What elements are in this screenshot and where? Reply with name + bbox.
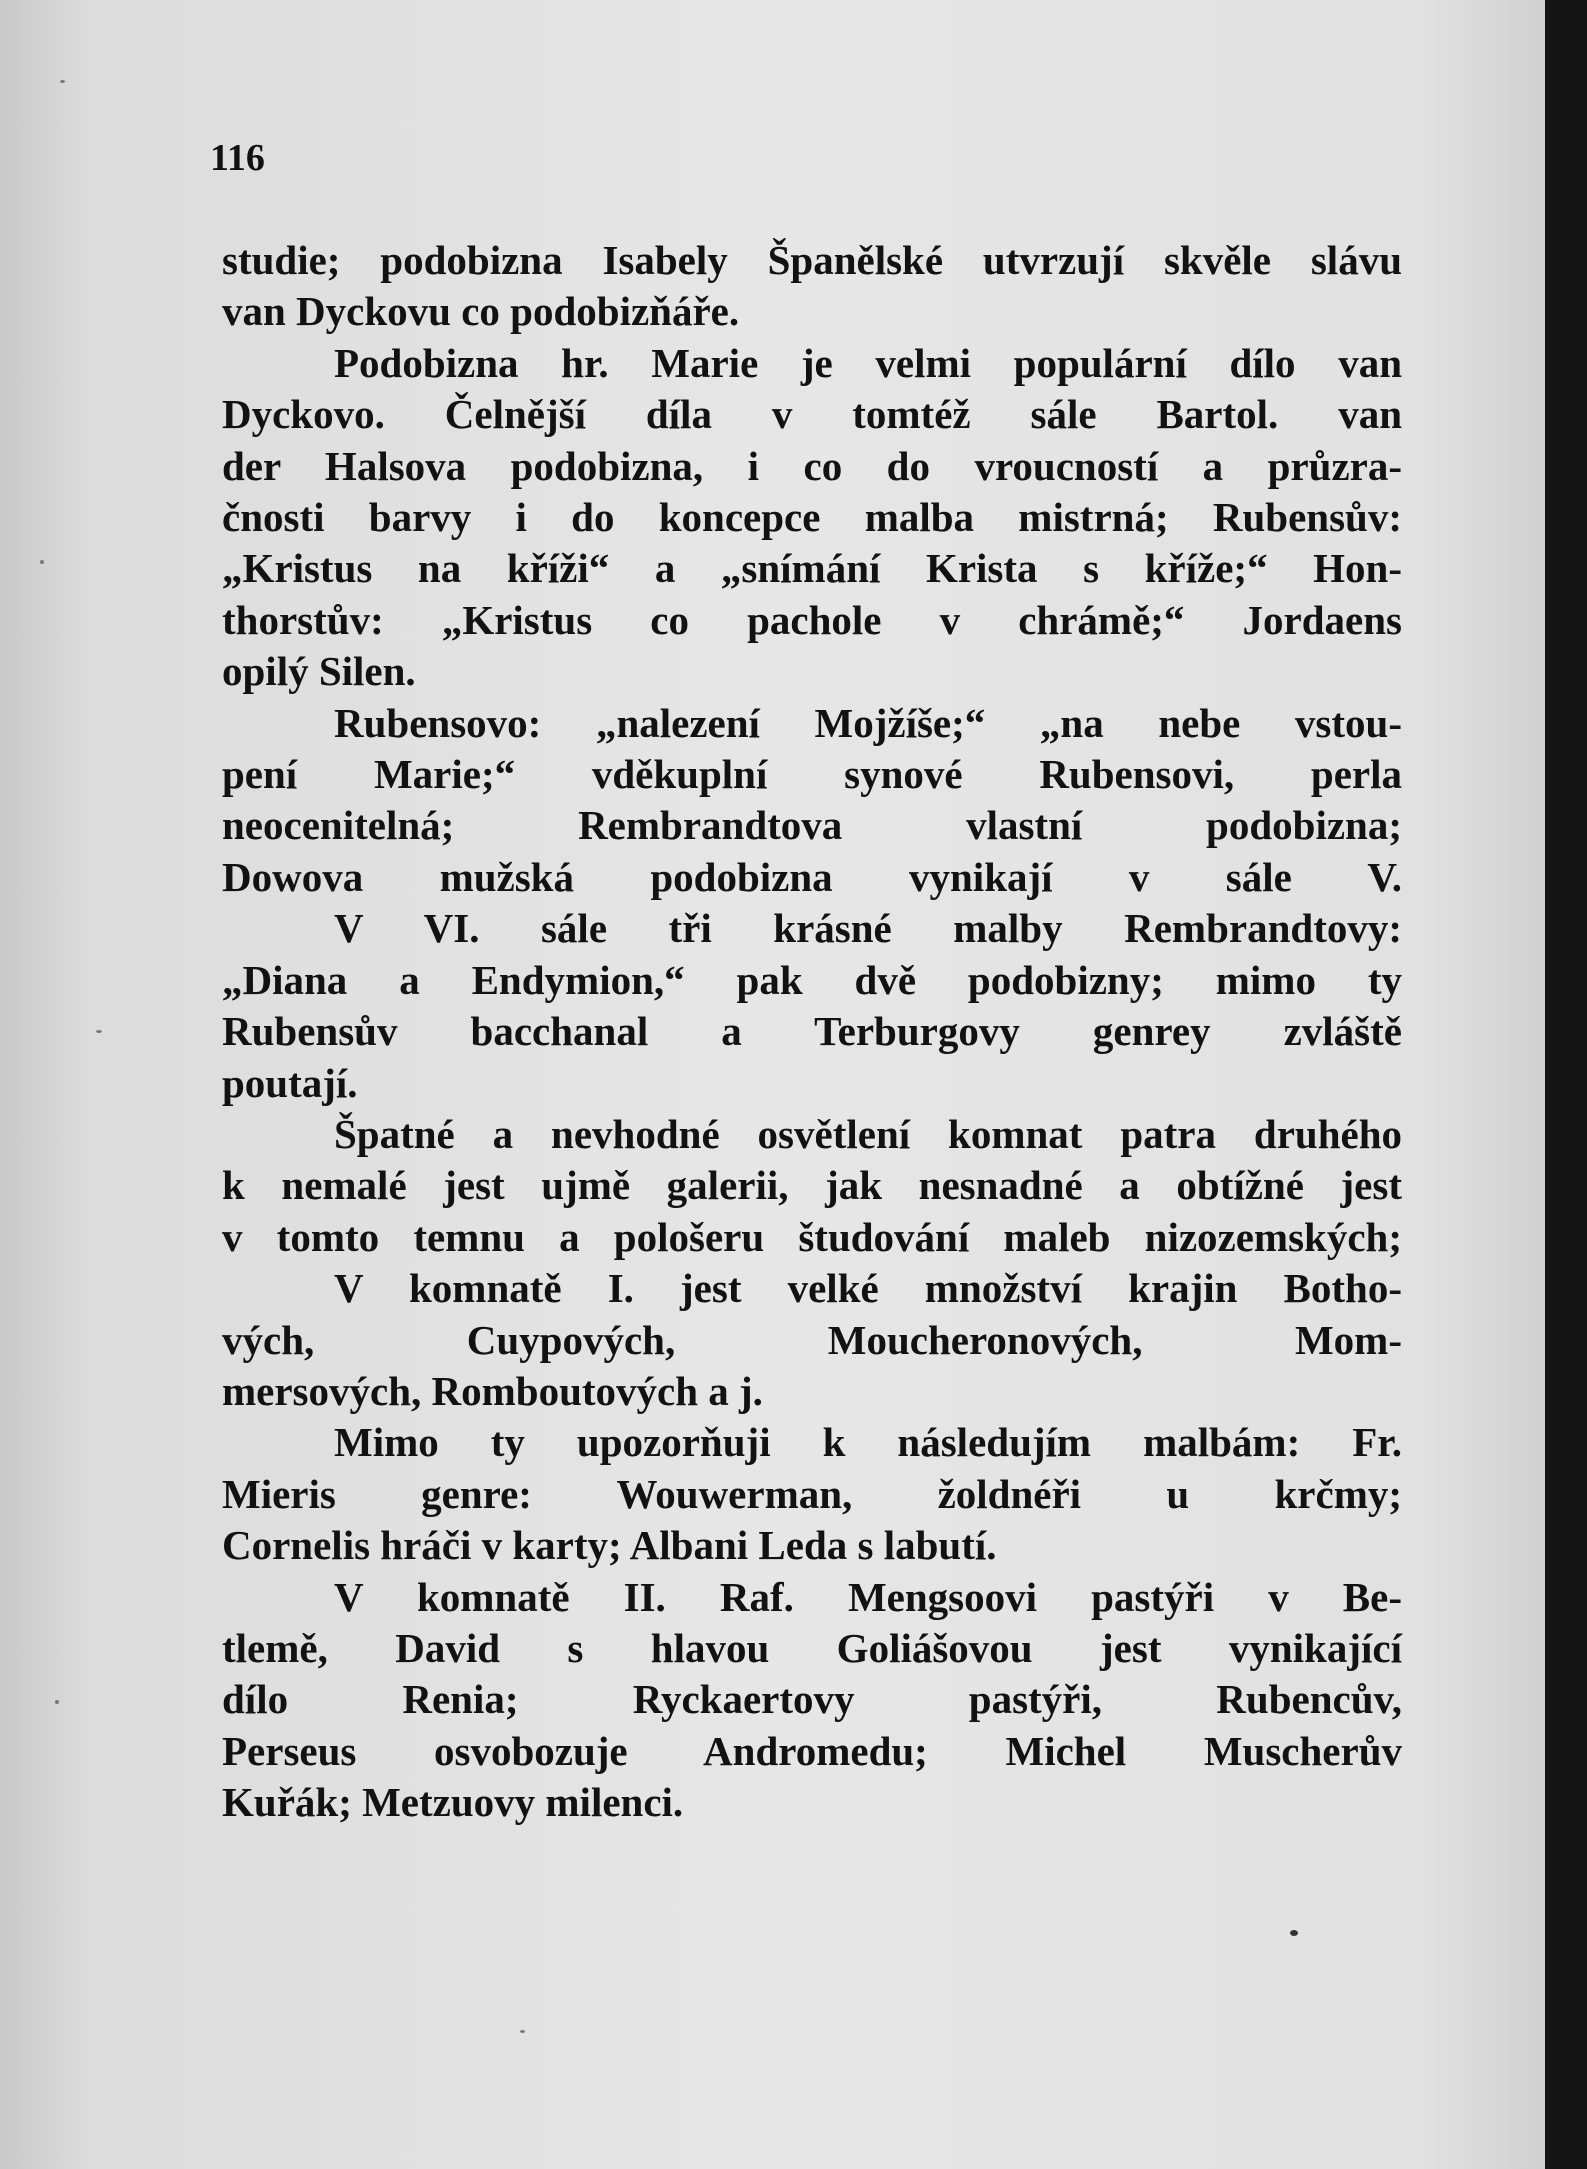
text-line: studie; podobizna Isabely Španělské utvrzují skvěle slávu — [222, 237, 1402, 283]
paper-speck — [96, 1030, 102, 1033]
text-line: Rubensovo: „nalezení Mojžíše;“ „na nebe vstou- — [334, 699, 1402, 746]
text-line: Mieris genre: Wouwerman, žoldnéři u krčmy; — [222, 1470, 1402, 1517]
text-line: Dowova mužská podobizna vynikají v sále V. — [222, 853, 1402, 900]
text-line: Rubensův bacchanal a Terburgovy genrey zvláště — [222, 1008, 1402, 1055]
text-line: čnosti barvy i do koncepce malba mistrná; Rubensův: — [222, 494, 1402, 541]
text-line: tlemě, David s hlavou Goliášovou jest vynikající — [222, 1624, 1402, 1671]
text-line: „Kristus na kříži“ a „snímání Krista s kříže;“ Hon- — [222, 545, 1402, 592]
text-line: thorstův: „Kristus co pachole v chrámě;“ Jordaens — [222, 596, 1402, 643]
text-line: Kuřák; Metzuovy milenci. — [222, 1779, 684, 1826]
text-line: V komnatě II. Raf. Mengsoovi pastýři v Be- — [334, 1573, 1402, 1620]
text-line: V VI. sále tři krásné malby Rembrandtovy: — [334, 905, 1402, 952]
paper-speck — [40, 560, 44, 564]
text-line: „Diana a Endymion,“ pak dvě podobizny; mimo ty — [222, 956, 1402, 1003]
scan-dark-edge — [1545, 0, 1587, 2169]
page-text — [222, 235, 1402, 1829]
text-line: opilý Silen. — [222, 648, 416, 695]
text-line: Podobizna hr. Marie je velmi populární dílo van — [334, 339, 1402, 386]
text-line: Špatné a nevhodné osvětlení komnat patra druhého — [334, 1110, 1402, 1157]
text-line: pení Marie;“ vděkuplní synové Rubensovi, perla — [222, 751, 1402, 798]
text-line: k nemalé jest ujmě galerii, jak nesnadné a obtížné jest — [222, 1162, 1402, 1209]
text-line: v tomto temnu a pološeru študování maleb nizozemských; — [222, 1213, 1402, 1260]
text-line: Dyckovo. Čelnější díla v tomtéž sále Bartol. van — [222, 391, 1402, 438]
text-line: neocenitelná; Rembrandtova vlastní podobizna; — [222, 802, 1402, 849]
text-line: vých, Cuypových, Moucheronových, Mom- — [222, 1316, 1402, 1363]
text-line: mersových, Romboutových a j. — [222, 1367, 763, 1414]
text-line: Perseus osvobozuje Andromedu; Michel Muscherův — [222, 1727, 1402, 1774]
text-line: Cornelis hráči v karty; Albani Leda s labutí. — [222, 1522, 997, 1569]
text-line: dílo Renia; Ryckaertovy pastýři, Rubencův, — [222, 1676, 1402, 1723]
text-line: V komnatě I. jest velké množství krajin Botho- — [334, 1265, 1402, 1312]
text-line: van Dyckovu co podobizňáře. — [222, 288, 740, 335]
paper-speck — [60, 80, 65, 83]
text-line: poutají. — [222, 1059, 358, 1106]
paper-speck — [55, 1700, 59, 1704]
text-line: der Halsova podobizna, i co do vroucností a průzra- — [222, 442, 1402, 489]
paper-speck — [1290, 1930, 1298, 1936]
page-number: 116 — [210, 137, 265, 179]
text-line: Mimo ty upozorňuji k následujím malbám: Fr. — [334, 1419, 1402, 1466]
paper-speck — [520, 2030, 525, 2033]
